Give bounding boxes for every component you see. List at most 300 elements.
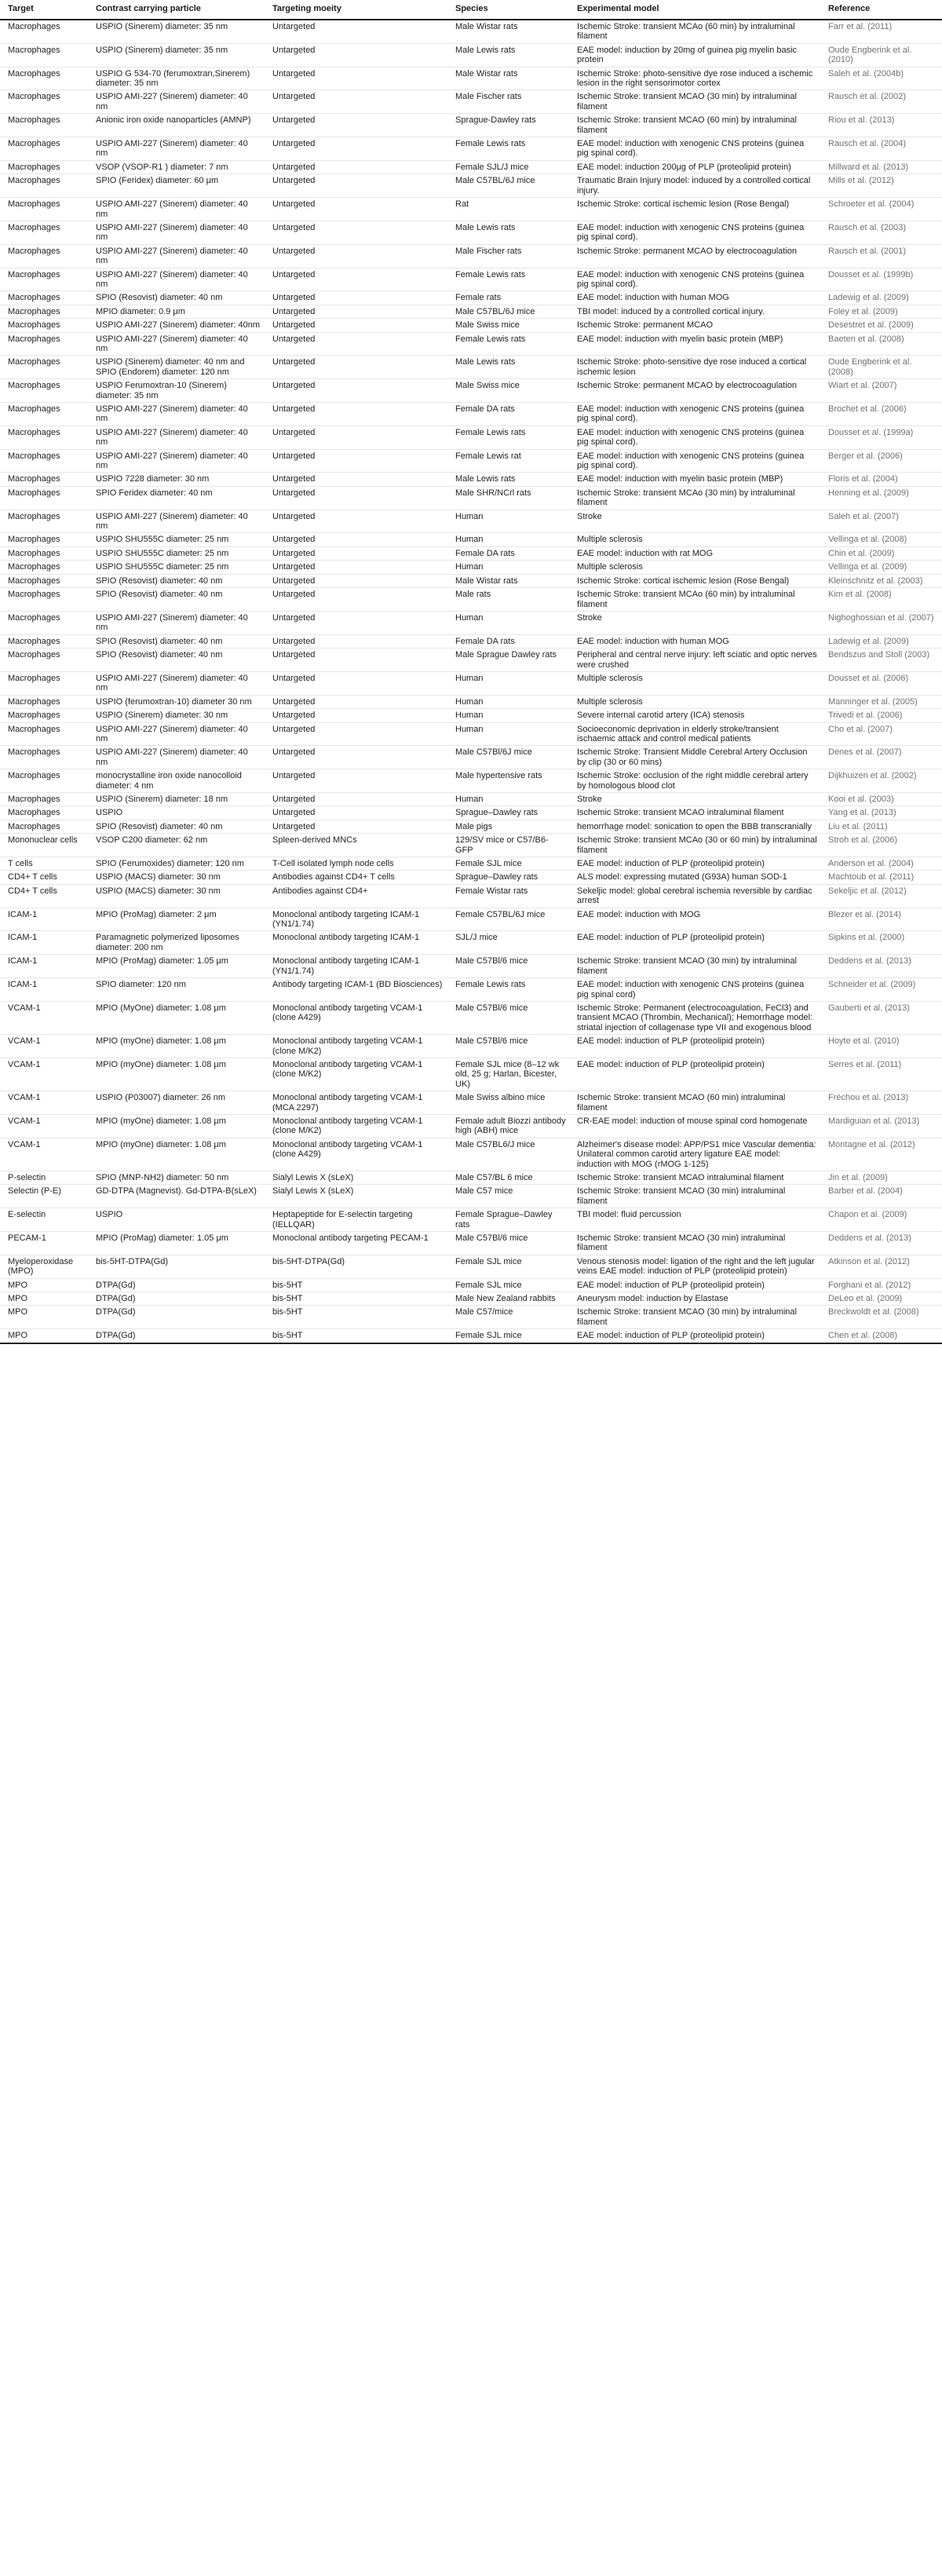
cell-species: Male pigs (455, 821, 493, 831)
table-row (0, 978, 942, 1002)
table-row (0, 546, 942, 560)
cell-particle: USPIO AMI-227 (Sinerem) diameter: 40 nm (96, 612, 248, 633)
table-row (0, 1058, 942, 1091)
cell-reference: Stroh et al. (2006) (828, 835, 898, 846)
cell-targeting: Untargeted (272, 176, 316, 186)
cell-reference: Schneider et al. (2009) (828, 980, 916, 990)
cell-target: Macrophages (8, 511, 60, 521)
cell-species: Male Wistar rats (455, 22, 518, 31)
cell-target: VCAM-1 (8, 1093, 41, 1103)
cell-targeting: Untargeted (272, 293, 316, 303)
cell-target: Macrophages (8, 575, 60, 586)
cell-target: Macrophages (8, 673, 60, 683)
cell-target: Macrophages (8, 306, 60, 316)
cell-target: Macrophages (8, 115, 60, 126)
cell-model: Ischemic Stroke: transient MCAo (30 or 60 min) by intraluminal filament (577, 835, 817, 855)
cell-target: Macrophages (8, 320, 60, 331)
cell-model: EAE model: induction with MOG (577, 909, 701, 919)
cell-reference: Trivedi et al. (2006) (828, 711, 903, 721)
cell-species: Male Fischer rats (455, 246, 522, 256)
cell-reference: Sipkins et al. (2000) (828, 933, 905, 943)
cell-species: Female DA rats (455, 404, 515, 414)
cell-target: P-selectin (8, 1173, 46, 1182)
cell-model: Multiple sclerosis (577, 562, 643, 572)
cell-particle: USPIO (MACS) diameter: 30 nm (96, 872, 221, 882)
table-row (0, 1091, 942, 1115)
cell-target: Macrophages (8, 334, 60, 344)
cell-species: Rat (455, 199, 469, 210)
table-row (0, 160, 942, 174)
table-row (0, 1306, 942, 1329)
cell-model: CR-EAE model: induction of mouse spinal cord homogenate (577, 1116, 808, 1126)
cell-targeting: Untargeted (272, 771, 316, 781)
table-row (0, 114, 942, 137)
cell-species: Male rats (455, 590, 491, 600)
table-row (0, 793, 942, 806)
cell-species: Male Lewis rats (455, 357, 516, 367)
cell-species: Human (455, 535, 484, 545)
cell-target: MPO (8, 1294, 28, 1304)
cell-reference: Dousset et al. (2006) (828, 673, 909, 683)
cell-model: Multiple sclerosis (577, 673, 643, 683)
cell-species: Male C57BL/6J mice (455, 306, 535, 316)
cell-particle: USPIO AMI-227 (Sinerem) diameter: 40 nm (96, 747, 248, 767)
cell-reference: Foley et al. (2009) (828, 306, 898, 316)
table-row (0, 305, 942, 318)
cell-species: Male Lewis rats (455, 222, 516, 232)
cell-species: Female Sprague–Dawley rats (455, 1210, 553, 1230)
cell-particle: USPIO AMI-227 (Sinerem) diameter: 40 nm (96, 269, 248, 289)
table-row (0, 574, 942, 587)
cell-species: Sprague–Dawley rats (455, 808, 539, 818)
cell-particle: VSOP C200 diameter: 62 nm (96, 835, 208, 846)
cell-model: EAE model: induction of PLP (proteolipid protein) (569, 1329, 820, 1343)
cell-particle: SPIO (Resovist) diameter: 40 nm (96, 821, 223, 831)
cell-species: Male C57BL/6J mice (455, 176, 535, 186)
cell-model: Multiple sclerosis (577, 696, 643, 707)
column-header-particle: Contrast carrying particle (88, 0, 265, 20)
cell-target: Macrophages (8, 68, 60, 79)
table-row (0, 426, 942, 449)
cell-particle: USPIO AMI-227 (Sinerem) diameter: 40 nm (96, 724, 248, 744)
cell-target: Macrophages (8, 404, 60, 414)
cell-particle: USPIO SHU555C diameter: 25 nm (96, 535, 229, 545)
cell-model: Stroke (577, 795, 602, 804)
cell-reference: Henning et al. (2009) (828, 488, 909, 498)
cell-model: EAE model: induction with myelin basic protein (MBP) (577, 474, 783, 484)
cell-particle: Paramagnetic polymerized liposomes diameter: 200 nm (96, 933, 239, 952)
cell-reference: Gauberti et al. (2013) (828, 1003, 910, 1013)
cell-targeting: Antibody targeting ICAM-1 (BD Biosciences) (272, 980, 443, 990)
cell-particle: SPIO (Ferumoxides) diameter: 120 nm (96, 859, 244, 869)
cell-targeting: Untargeted (272, 488, 316, 498)
table-row (0, 931, 942, 955)
cell-targeting: Sialyl Lewis X (sLeX) (272, 1173, 354, 1182)
cell-reference: Ladewig et al. (2009) (828, 636, 909, 646)
cell-reference: Vellinga et al. (2008) (828, 535, 907, 545)
cell-species: Female Lewis rat (455, 451, 521, 461)
cell-reference: Oude Engberink et al. (2008) (828, 357, 912, 377)
cell-targeting: Monoclonal antibody targeting PECAM-1 (272, 1233, 429, 1244)
cell-reference: Oude Engberink et al. (2010) (828, 45, 912, 65)
cell-targeting: Monoclonal antibody targeting ICAM-1 (272, 933, 420, 943)
cell-model: EAE model: induction with human MOG (577, 636, 729, 646)
cell-species: Female Wistar rats (455, 886, 528, 896)
cell-model: TBI model: induced by a controlled cortical injury. (577, 306, 765, 316)
cell-particle: MPIO (myOne) diameter: 1.08 μm (96, 1036, 226, 1047)
table-row (0, 769, 942, 793)
cell-targeting: Untargeted (272, 451, 316, 461)
cell-target: Macrophages (8, 162, 60, 172)
cell-targeting: Untargeted (272, 612, 316, 623)
cell-species: Human (455, 696, 484, 707)
cell-targeting: Untargeted (272, 320, 316, 331)
table-row (0, 1114, 942, 1138)
cell-particle: SPIO (Resovist) diameter: 40 nm (96, 650, 223, 660)
cell-model: EAE model: induction with rat MOG (577, 548, 714, 558)
table-row (0, 561, 942, 574)
cell-particle: MPIO (MyOne) diameter: 1.08 μm (96, 1003, 226, 1013)
cell-target: Macrophages (8, 222, 60, 232)
cell-reference: Manninger et al. (2005) (828, 696, 918, 707)
cell-reference: Deddens et al. (2013) (828, 956, 911, 966)
cell-particle: SPIO (Resovist) diameter: 40 nm (96, 590, 223, 600)
cell-model: Sekeljic model: global cerebral ischemia reversible by cardiac arrest (577, 886, 812, 906)
cell-reference: Vellinga et al. (2009) (828, 562, 907, 572)
cell-species: Female C57BL/6J mice (455, 909, 546, 919)
cell-reference: Montagne et al. (2012) (828, 1139, 915, 1149)
cell-reference: Saleh et al. (2007) (828, 511, 899, 521)
cell-particle: USPIO SHU555C diameter: 25 nm (96, 562, 229, 572)
table-row (0, 244, 942, 268)
table-row (0, 379, 942, 403)
cell-target: Macrophages (8, 590, 60, 600)
cell-model: Ischemic Stroke: transient MCAO intraluminal filament (577, 1173, 784, 1182)
cell-species: Female SJL mice (455, 859, 522, 869)
table-row (0, 1138, 942, 1171)
cell-targeting: Untargeted (272, 673, 316, 683)
cell-model: Ischemic Stroke: Permanent (electrocoagulation, FeCl3) and transient MCAO (Thrombin, Mechanical); Hemorrhage model: striatal injection of collagenase type VII and exogenous blood (577, 1003, 813, 1032)
cell-targeting: Untargeted (272, 711, 316, 721)
cell-targeting: Untargeted (272, 474, 316, 484)
cell-model: Alzheimer's disease model: APP/PS1 mice Vascular dementia: Unilateral common carotid artery ligature EAE model: induction with MOG (rMOG 1-125) (577, 1139, 816, 1169)
cell-reference: Floris et al. (2004) (828, 474, 898, 484)
cell-model: EAE model: induction with xenogenic CNS proteins (guinea pig spinal cord). (577, 222, 805, 243)
cell-species: Human (455, 562, 484, 572)
cell-targeting: Sialyl Lewis X (sLeX) (272, 1186, 354, 1197)
cell-target: Macrophages (8, 246, 60, 256)
cell-particle: USPIO (P03007) diameter: 26 nm (96, 1093, 226, 1103)
cell-particle: DTPA(Gd) (96, 1307, 136, 1317)
cell-model: Venous stenosis model: ligation of the right and the left jugular veins EAE model: induction of PLP (proteolipid protein) (577, 1256, 815, 1277)
cell-reference: Dousset et al. (1999a) (828, 427, 914, 437)
table-row (0, 20, 942, 43)
cell-model: Ischemic Stroke: Transient Middle Cerebral Artery Occlusion by clip (30 or 60 mins) (577, 747, 808, 767)
cell-targeting: Untargeted (272, 511, 316, 521)
column-header-reference: Reference (820, 0, 942, 20)
cell-target: Macrophages (8, 293, 60, 303)
cell-targeting: Untargeted (272, 404, 316, 414)
table-row (0, 1171, 942, 1185)
cell-reference: Yang et al. (2013) (828, 808, 896, 818)
cell-model: Ischemic Stroke: cortical ischemic lesion (Rose Bengal) (577, 575, 790, 586)
cell-species: Male C57Bl/6 mice (455, 956, 528, 966)
cell-reference: Farr et al. (2011) (828, 22, 893, 31)
cell-targeting: Untargeted (272, 45, 316, 55)
cell-target: ICAM-1 (8, 909, 38, 919)
cell-target: Macrophages (8, 821, 60, 831)
cell-target: Macrophages (8, 22, 60, 31)
table-row (0, 1232, 942, 1255)
cell-model: Ischemic Stroke: transient MCAO (60 min) intraluminal filament (577, 1093, 786, 1113)
cell-particle: MPIO diameter: 0.9 μm (96, 306, 185, 316)
table-row (0, 695, 942, 708)
table-row (0, 1278, 942, 1292)
cell-model: Ischemic Stroke: transient MCAO intraluminal filament (577, 808, 784, 818)
cell-particle: USPIO (Sinerem) diameter: 30 nm (96, 711, 228, 721)
cell-targeting: Untargeted (272, 306, 316, 316)
cell-particle: USPIO AMI-227 (Sinerem) diameter: 40 nm (96, 673, 248, 693)
cell-targeting: Monoclonal antibody targeting ICAM-1 (YN1/1.74) (272, 956, 420, 976)
cell-model: EAE model: induction with myelin basic protein (MBP) (577, 334, 783, 344)
cell-particle: USPIO AMI-227 (Sinerem) diameter: 40 nm (96, 246, 248, 266)
cell-target: PECAM-1 (8, 1233, 46, 1244)
table-row (0, 884, 942, 908)
table-row (0, 90, 942, 114)
cell-targeting: Untargeted (272, 115, 316, 126)
cell-targeting: Monoclonal antibody targeting VCAM-1 (clone M/K2) (272, 1059, 423, 1080)
cell-species: Female adult Biozzi antibody high (ABH) mice (455, 1116, 566, 1136)
table-row (0, 449, 942, 473)
cell-target: Macrophages (8, 474, 60, 484)
cell-particle: USPIO (ferumoxtran-10) diameter 30 nm (96, 696, 252, 707)
cell-model: EAE model: induction of PLP (proteolipid protein) (577, 1036, 765, 1047)
cell-target: Macrophages (8, 747, 60, 758)
table-row (0, 820, 942, 833)
cell-targeting: Monoclonal antibody targeting VCAM-1 (clone A429) (272, 1139, 423, 1160)
table-row (0, 510, 942, 533)
cell-model: Stroke (577, 612, 602, 623)
cell-model: TBI model: fluid percussion (577, 1210, 681, 1220)
cell-particle: USPIO AMI-227 (Sinerem) diameter: 40 nm (96, 139, 248, 159)
cell-species: Human (455, 673, 484, 683)
cell-reference: Bendszus and Stoll (2003) (828, 650, 930, 660)
cell-reference: Saleh et al. (2004b) (828, 68, 904, 79)
cell-model: Ischemic Stroke: transient MCAO (30 min) intraluminal filament (577, 1233, 786, 1253)
cell-model: Stroke (577, 511, 602, 521)
cell-reference: Mills et al. (2012) (828, 176, 894, 186)
cell-target: Macrophages (8, 612, 60, 623)
cell-reference: Jin et al. (2009) (828, 1173, 888, 1182)
cell-reference: DeLeo et al. (2009) (828, 1294, 903, 1304)
cell-target: Selectin (P-E) (8, 1186, 61, 1197)
cell-targeting: Untargeted (272, 22, 316, 31)
cell-particle: USPIO (MACS) diameter: 30 nm (96, 886, 221, 896)
column-header-target: Target (0, 0, 88, 20)
cell-particle: USPIO 7228 diameter: 30 nm (96, 474, 210, 484)
cell-targeting: bis-5HT-DTPA(Gd) (272, 1256, 345, 1266)
cell-particle: Anionic iron oxide nanoparticles (AMNP) (96, 115, 251, 126)
cell-model: hemorrhage model: sonication to open the BBB transcranially (577, 821, 812, 831)
table-row (0, 1185, 942, 1208)
cell-model: Severe internal carotid artery (ICA) stenosis (577, 711, 745, 721)
cell-particle: SPIO diameter: 120 nm (96, 980, 186, 990)
cell-species: Female Lewis rats (455, 269, 526, 280)
cell-model: EAE model: induction of PLP (proteolipid protein) (577, 933, 765, 943)
table-row (0, 486, 942, 510)
cell-particle: USPIO AMI-227 (Sinerem) diameter: 40 nm (96, 511, 248, 532)
cell-target: VCAM-1 (8, 1003, 41, 1013)
cell-species: Human (455, 612, 484, 623)
cell-species: Sprague-Dawley rats (455, 115, 536, 126)
table-row (0, 174, 942, 198)
cell-targeting: Heptapeptide for E-selectin targeting (IELLQAR) (272, 1210, 413, 1230)
cell-targeting: Untargeted (272, 696, 316, 707)
cell-targeting: Untargeted (272, 548, 316, 558)
cell-targeting: Untargeted (272, 199, 316, 210)
cell-target: Myeloperoxidase (MPO) (8, 1256, 74, 1277)
cell-species: Male hypertensive rats (455, 771, 542, 781)
cell-targeting: Untargeted (272, 246, 316, 256)
table-row (0, 356, 942, 379)
cell-target: T cells (8, 859, 33, 869)
table-row (0, 43, 942, 67)
cell-particle: SPIO Feridex diameter: 40 nm (96, 488, 213, 498)
cell-target: ICAM-1 (8, 956, 38, 966)
cell-targeting: Untargeted (272, 381, 316, 391)
cell-species: Female SJL mice (8–12 wk old, 25 g; Harlan, Bicester, UK) (455, 1059, 560, 1089)
cell-species: Male C57Bl/6J mice (455, 747, 532, 758)
cell-target: Macrophages (8, 176, 60, 186)
cell-target: Macrophages (8, 808, 60, 818)
cell-species: Human (455, 795, 484, 804)
cell-model: EAE model: induction by 20mg of guinea pig myelin basic protein (577, 45, 798, 65)
table-row (0, 198, 942, 221)
cell-species: Female SJL mice (455, 1256, 522, 1266)
cell-model: EAE model: induction with xenogenic CNS proteins (guinea pig spinal cord). (577, 427, 805, 448)
cell-model: Ischemic Stroke: transient MCAO (30 min) by intraluminal filament (577, 956, 797, 976)
cell-reference: Blezer et al. (2014) (828, 909, 901, 919)
cell-reference: Rausch et al. (2004) (828, 139, 907, 149)
cell-particle: USPIO AMI-227 (Sinerem) diameter: 40 nm (96, 427, 248, 448)
cell-targeting: Monoclonal antibody targeting VCAM-1 (clone M/K2) (272, 1116, 423, 1136)
cell-species: Human (455, 724, 484, 734)
cell-particle: monocrystalline iron oxide nanocolloid diameter: 4 nm (96, 771, 242, 791)
table-row (0, 1208, 942, 1232)
cell-reference: Kooi et al. (2003) (828, 795, 894, 804)
cell-target: MPO (0, 1329, 88, 1343)
cell-target: Macrophages (8, 45, 60, 55)
cell-target: Macrophages (8, 771, 60, 781)
cell-targeting: Untargeted (272, 222, 316, 232)
table-row (0, 332, 942, 356)
cell-species: Male Sprague Dawley rats (455, 650, 557, 660)
cell-reference: Wiart et al. (2007) (828, 381, 897, 391)
column-header-targeting: Targeting moeity (265, 0, 447, 20)
cell-particle: USPIO AMI-227 (Sinerem) diameter: 40nm (96, 320, 261, 331)
cell-model: Ischemic Stroke: permanent MCAO (577, 320, 714, 331)
cell-particle: USPIO AMI-227 (Sinerem) diameter: 40 nm (96, 92, 248, 111)
cell-particle: USPIO AMI-227 (Sinerem) diameter: 40 nm (96, 404, 248, 424)
cell-particle: SPIO (Resovist) diameter: 40 nm (96, 636, 223, 646)
cell-target: Macrophages (8, 427, 60, 437)
cell-model: Ischemic Stroke: permanent MCAO by electrocoagulation (577, 381, 798, 391)
cell-target: Macrophages (8, 488, 60, 498)
cell-reference: Breckwoldt et al. (2008) (828, 1307, 919, 1317)
cell-targeting: Untargeted (272, 92, 316, 102)
cell-model: EAE model: induction with human MOG (577, 293, 729, 303)
cell-model: ALS model: expressing mutated (G93A) human SOD-1 (577, 872, 787, 882)
table-row (0, 871, 942, 884)
cell-model: Ischemic Stroke: transient MCAO (30 min) intraluminal filament (577, 1186, 786, 1206)
cell-target: ICAM-1 (8, 980, 38, 990)
cell-species: Male C57/mice (455, 1307, 513, 1317)
cell-particle: DTPA(Gd) (88, 1329, 265, 1343)
cell-model: EAE model: induction with xenogenic CNS proteins (guinea pig spinal cord). (577, 269, 805, 289)
cell-model: EAE model: induction with xenogenic CNS proteins (guinea pig spinal cord). (577, 404, 805, 424)
cell-target: VCAM-1 (8, 1116, 41, 1126)
cell-targeting: Untargeted (272, 747, 316, 758)
table-row (0, 1035, 942, 1058)
cell-targeting: Untargeted (272, 357, 316, 367)
cell-particle: USPIO SHU555C diameter: 25 nm (96, 548, 229, 558)
cell-species: Male New Zealand rabbits (455, 1294, 556, 1304)
cell-particle: DTPA(Gd) (96, 1294, 136, 1304)
cell-particle: MPIO (myOne) diameter: 1.08 μm (96, 1059, 226, 1069)
table-row (0, 649, 942, 672)
column-header-model: Experimental model (569, 0, 820, 20)
cell-target: Macrophages (8, 548, 60, 558)
table-row (0, 857, 942, 871)
table-row (0, 634, 942, 648)
cell-targeting: Antibodies against CD4+ T cells (272, 872, 395, 882)
cell-targeting: Untargeted (272, 575, 316, 586)
cell-reference: Chapon et al. (2009) (828, 1210, 907, 1220)
cell-particle: USPIO G 534-70 (ferumoxtran,Sinerem) diameter: 35 nm (96, 68, 250, 89)
cell-reference: Anderson et al. (2004) (828, 859, 914, 869)
cell-reference: Deddens et al. (2013) (828, 1233, 911, 1244)
cell-species: Male Wistar rats (455, 575, 518, 586)
cell-reference: Kleinschnitz et al. (2003) (828, 575, 923, 586)
cell-target: Mononuclear cells (8, 835, 78, 846)
cell-reference: Barber et al. (2004) (828, 1186, 903, 1197)
cell-particle: USPIO (96, 1210, 123, 1220)
cell-model: Ischemic Stroke: occlusion of the right middle cerebral artery by homologous blood clot (577, 771, 809, 791)
table-row (0, 221, 942, 244)
cell-target: Macrophages (8, 696, 60, 707)
cell-species: Human (455, 711, 484, 721)
cell-particle: USPIO (96, 808, 123, 818)
cell-target: VCAM-1 (8, 1059, 41, 1069)
cell-targeting: Untargeted (272, 535, 316, 545)
cell-targeting: Untargeted (272, 821, 316, 831)
cell-reference: Fréchou et al. (2013) (828, 1093, 909, 1103)
cell-species: Female Lewis rats (455, 139, 526, 149)
cell-target: CD4+ T cells (8, 872, 57, 882)
cell-reference: Rausch et al. (2003) (828, 222, 907, 232)
cell-target: Macrophages (8, 381, 60, 391)
cell-particle: SPIO (Resovist) diameter: 40 nm (96, 293, 223, 303)
cell-model: Multiple sclerosis (577, 535, 643, 545)
cell-reference: Atkinson et al. (2012) (828, 1256, 910, 1266)
cell-targeting: Untargeted (272, 334, 316, 344)
table-row (0, 709, 942, 722)
cell-model: Ischemic Stroke: transient MCAo (60 min) by intraluminal filament (577, 22, 795, 42)
cell-reference: Forghani et al. (2012) (828, 1280, 911, 1290)
cell-targeting: Untargeted (272, 795, 316, 804)
cell-model: EAE model: induction with xenogenic CNS proteins (guinea pig spinal cord). (577, 451, 805, 471)
column-header-species: Species (447, 0, 569, 20)
